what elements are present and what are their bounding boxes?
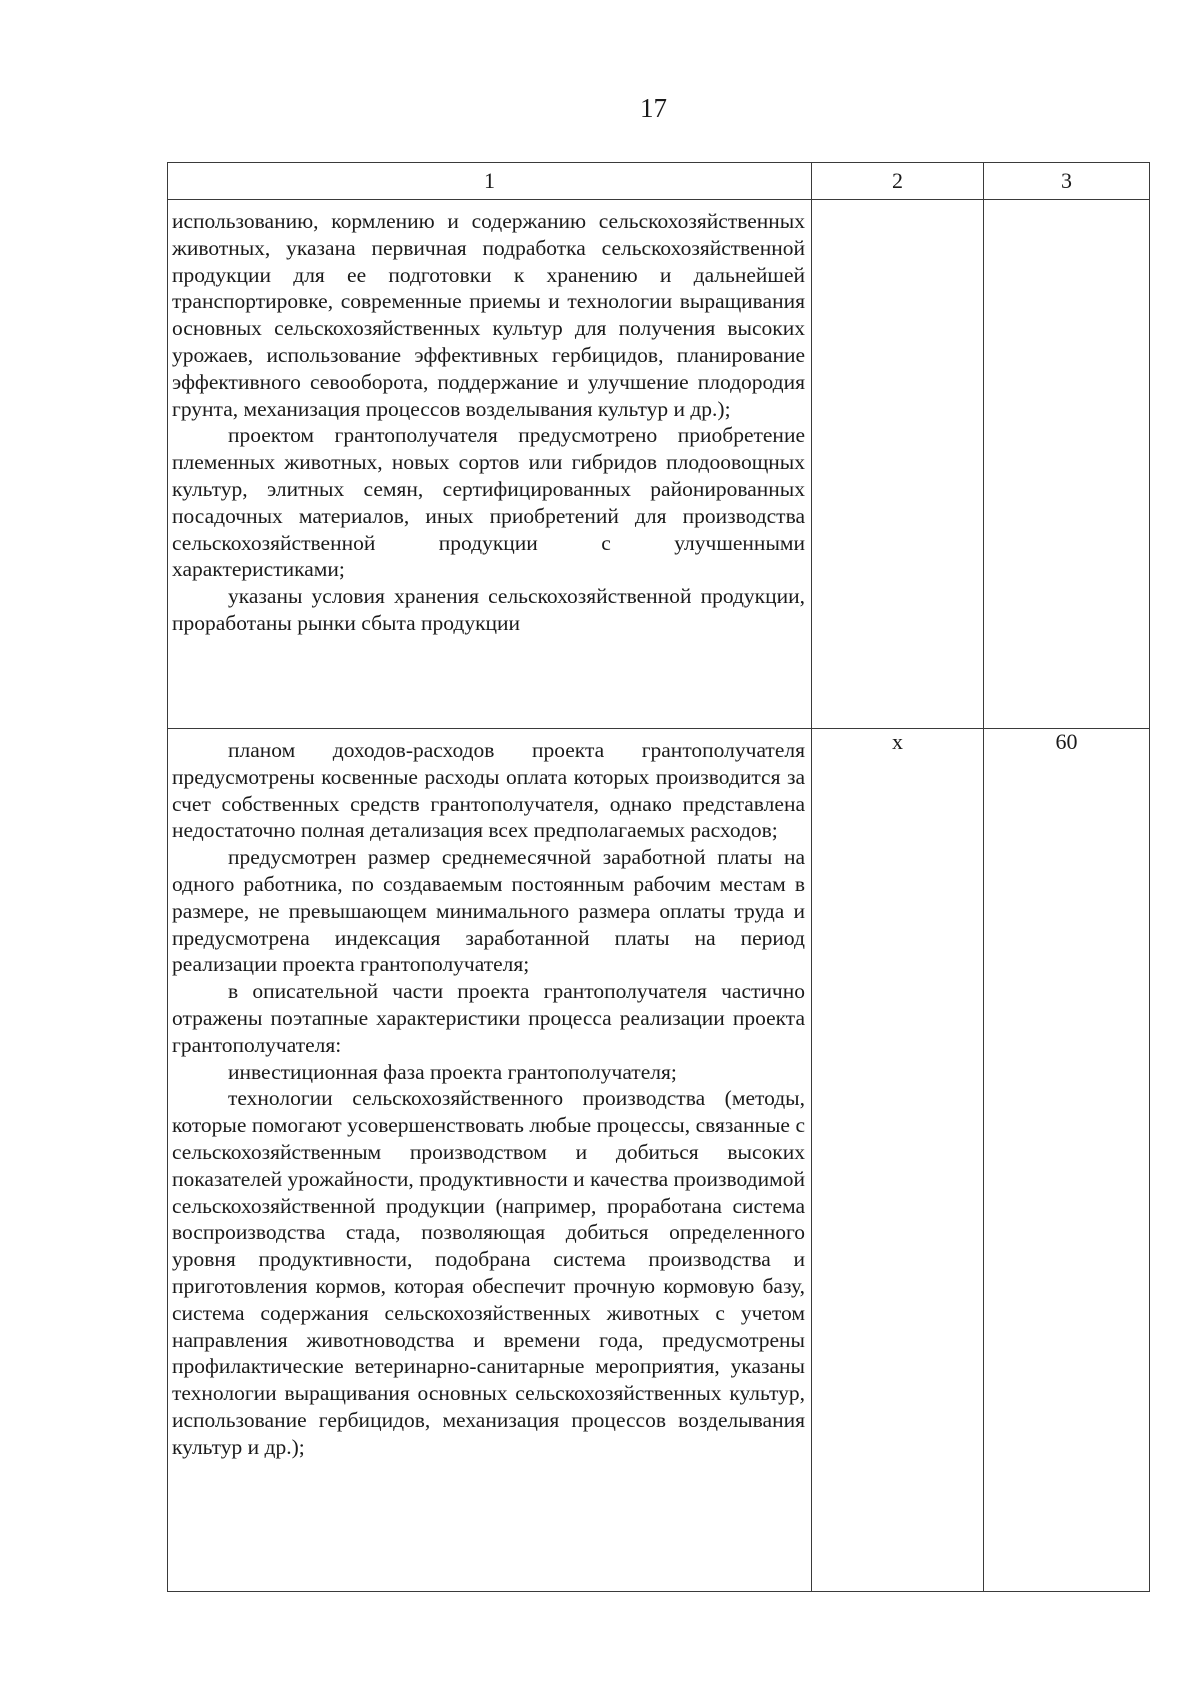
criteria-description-cell bbox=[168, 200, 812, 729]
paragraph: планом доходов-расходов проекта грантополучателя предусмотрены косвенные расходы оплата которых производится за счет собственных средств грантополучателя, однако представлена недостаточно полная детализация всех предполагаемых расходов; bbox=[172, 738, 805, 843]
table-header-row bbox=[168, 163, 1150, 200]
paragraph: предусмотрен размер среднемесячной заработной платы на одного работника, по создаваемым постоянным рабочим местам в размере, не превышающем минимального размера оплаты труда и предусмотрена индексация заработанной платы на период реализации проекта грантополучателя; bbox=[172, 845, 805, 977]
paragraph: в описательной части проекта грантополучателя частично отражены поэтапные характеристики процесса реализации проекта грантополучателя: bbox=[172, 979, 805, 1057]
table-row bbox=[168, 200, 1150, 729]
paragraph: проектом грантополучателя предусмотрено приобретение племенных животных, новых сортов или гибридов плодоовощных культур, элитных семян, сертифицированных районированных посадочных материалов, иных приобретений для производства сельскохозяйственной продукции с улучшенными характеристиками; bbox=[172, 423, 805, 582]
paragraph: использованию, кормлению и содержанию сельскохозяйственных животных, указана первичная подработка сельскохозяйственной продукции для ее подготовки к хранению и дальнейшей транспортировке, современные приемы и технологии выращивания основных сельскохозяйственных культур для получения высоких урожаев, использование эффективных гербицидов, планирование эффективного севооборота, поддержание и улучшение плодородия грунта, механизация процессов возделывания культур и др.); bbox=[172, 209, 805, 421]
criteria-table bbox=[167, 162, 1150, 1592]
score-cell: 60 bbox=[984, 729, 1150, 1592]
header-cell: 1 bbox=[168, 163, 812, 200]
mark-cell: x bbox=[812, 729, 984, 1592]
paragraph: указаны условия хранения сельскохозяйственной продукции, проработаны рынки сбыта продукции bbox=[172, 584, 805, 635]
paragraph: технологии сельскохозяйственного производства (методы, которые помогают усовершенствовать любые процессы, связанные с сельскохозяйственным производством и добиться высоких показателей урожайности, продуктивности и качества производимой сельскохозяйственной продукции (например, проработана система воспроизводства стада, позволяющая добиться определенного уровня продуктивности, подобрана система производства и приготовления кормов, которая обеспечит прочную кормовую базу, система содержания сельскохозяйственных животных с учетом направления животноводства и времени года, предусмотрены профилактические ветеринарно-санитарные мероприятия, указаны технологии выращивания основных сельскохозяйственных культур, использование гербицидов, механизация процессов возделывания культур и др.); bbox=[172, 1086, 805, 1459]
header-cell: 3 bbox=[984, 163, 1150, 200]
criteria-description-cell bbox=[168, 729, 812, 1592]
mark-cell bbox=[812, 200, 984, 729]
score-cell bbox=[984, 200, 1150, 729]
header-cell: 2 bbox=[812, 163, 984, 200]
page-number: 17 bbox=[640, 93, 667, 123]
paragraph: инвестиционная фаза проекта грантополучателя; bbox=[228, 1059, 677, 1084]
table-row bbox=[168, 729, 1150, 1592]
